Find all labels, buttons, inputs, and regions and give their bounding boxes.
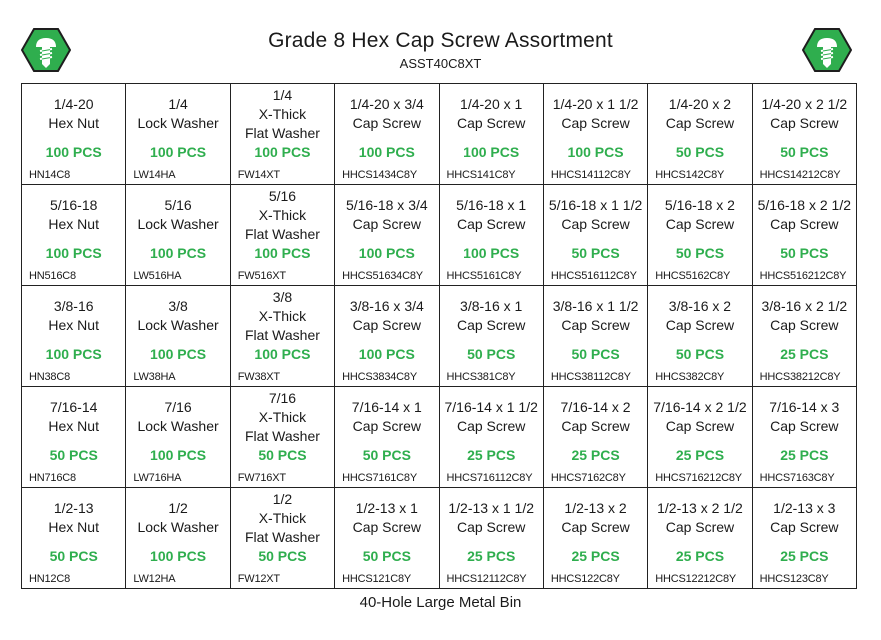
- bin-cell: [22, 488, 126, 589]
- cell-type: Hex Nut: [48, 216, 99, 232]
- bin-cell: [22, 185, 126, 286]
- cell-sku: HHCS716212C8Y: [655, 472, 742, 484]
- cell-type: Lock Washer: [137, 216, 219, 232]
- cell-type: Cap Screw: [456, 216, 526, 232]
- cell-size: 5/16: [268, 188, 297, 204]
- cell-size: 1/4-20 x 2: [668, 96, 732, 112]
- cell-type: Hex Nut: [48, 418, 99, 434]
- cell-quantity: 25 PCS: [571, 447, 620, 463]
- cell-quantity: 100 PCS: [150, 548, 207, 564]
- cell-size: 5/16-18 x 2 1/2: [757, 197, 852, 213]
- cell-size: 7/16: [164, 399, 192, 415]
- bin-cell: [544, 286, 648, 387]
- cell-type: X-Thick Flat Washer: [244, 510, 320, 545]
- cell-quantity: 100 PCS: [358, 346, 415, 362]
- cell-size: 1/4-20 x 1: [460, 96, 523, 112]
- cell-quantity: 50 PCS: [362, 447, 411, 463]
- cell-quantity: 100 PCS: [45, 346, 102, 362]
- cell-quantity: 25 PCS: [675, 447, 725, 463]
- bin-cell: [335, 286, 439, 387]
- cell-size: 1/4-20 x 1 1/2: [552, 96, 639, 112]
- cell-type: Cap Screw: [456, 115, 526, 131]
- cell-size: 1/2: [272, 491, 293, 507]
- cell-quantity: 100 PCS: [463, 144, 520, 160]
- cell-sku: HHCS5162C8Y: [655, 270, 731, 282]
- cell-size: 1/4: [168, 96, 188, 112]
- cell-type: Cap Screw: [665, 317, 735, 333]
- cell-type: Cap Screw: [561, 317, 630, 333]
- cell-sku: HHCS516212C8Y: [759, 270, 847, 282]
- bin-cell: [753, 84, 857, 185]
- footer-caption: 40-Hole Large Metal Bin: [359, 594, 522, 611]
- cell-quantity: 25 PCS: [467, 548, 516, 564]
- cell-size: 1/4-20 x 3/4: [349, 96, 424, 112]
- cell-size: 1/2-13: [53, 500, 94, 516]
- cell-sku: HHCS38112C8Y: [550, 371, 631, 383]
- cell-sku: HHCS38212C8Y: [759, 371, 841, 383]
- cell-sku: FW38XT: [237, 371, 280, 383]
- cell-type: Cap Screw: [561, 216, 630, 232]
- bin-cell: [335, 488, 439, 589]
- cell-size: 7/16-14 x 2 1/2: [653, 399, 747, 415]
- cell-sku: HHCS123C8Y: [759, 573, 829, 585]
- cell-sku: LW14HA: [133, 169, 176, 181]
- bin-cell: [231, 488, 335, 589]
- cell-sku: HN716C8: [29, 472, 76, 484]
- cell-type: X-Thick Flat Washer: [244, 409, 320, 444]
- cell-size: 3/8-16 x 2 1/2: [761, 298, 848, 314]
- cell-quantity: 50 PCS: [675, 144, 725, 160]
- cell-type: X-Thick Flat Washer: [244, 207, 320, 242]
- cell-quantity: 100 PCS: [567, 144, 624, 160]
- cell-quantity: 100 PCS: [45, 245, 102, 261]
- bin-cell: [648, 286, 752, 387]
- cell-type: X-Thick Flat Washer: [244, 106, 320, 141]
- cell-type: Cap Screw: [456, 519, 526, 535]
- cell-sku: HHCS121C8Y: [342, 573, 412, 585]
- cell-size: 1/2-13 x 2: [564, 500, 627, 516]
- cell-type: Cap Screw: [456, 317, 526, 333]
- cell-quantity: 50 PCS: [49, 447, 98, 463]
- cell-quantity: 50 PCS: [780, 245, 829, 261]
- cell-size: 5/16: [164, 197, 192, 213]
- bin-cell: [440, 84, 544, 185]
- bin-cell: [753, 185, 857, 286]
- assortment-code: ASST40C8XT: [399, 56, 482, 71]
- cell-sku: HHCS14212C8Y: [759, 169, 841, 181]
- cell-size: 7/16-14 x 1: [351, 399, 422, 415]
- cell-quantity: 25 PCS: [780, 346, 829, 362]
- cell-sku: HHCS51634C8Y: [342, 270, 423, 282]
- cell-quantity: 100 PCS: [150, 245, 207, 261]
- bin-cell: [753, 286, 857, 387]
- cell-size: 5/16-18 x 1: [456, 197, 527, 213]
- cell-type: Lock Washer: [137, 519, 219, 535]
- cell-quantity: 100 PCS: [150, 346, 207, 362]
- cell-sku: LW12HA: [133, 573, 176, 585]
- cell-size: 1/2-13 x 3: [773, 500, 836, 516]
- cell-type: Hex Nut: [48, 519, 99, 535]
- bin-cell: [440, 185, 544, 286]
- cell-sku: HHCS1434C8Y: [342, 169, 417, 181]
- cell-type: Cap Screw: [665, 418, 735, 434]
- cell-sku: HHCS3834C8Y: [342, 371, 417, 383]
- bin-cell: [544, 84, 648, 185]
- cell-type: Cap Screw: [665, 519, 735, 535]
- cell-quantity: 25 PCS: [571, 548, 620, 564]
- bin-cell: [440, 387, 544, 488]
- cell-quantity: 50 PCS: [258, 548, 307, 564]
- cell-size: 1/4-20: [53, 96, 94, 112]
- cell-quantity: 25 PCS: [467, 447, 516, 463]
- bin-cell: [22, 387, 126, 488]
- cell-quantity: 100 PCS: [150, 447, 207, 463]
- cell-sku: HN516C8: [29, 270, 76, 282]
- page-title: Grade 8 Hex Cap Screw Assortment: [268, 29, 613, 52]
- bin-cell: [231, 387, 335, 488]
- cell-type: Cap Screw: [561, 115, 630, 131]
- cell-size: 3/8-16 x 2: [668, 298, 732, 314]
- bin-cell: [126, 286, 230, 387]
- cell-type: Lock Washer: [137, 115, 219, 131]
- cell-sku: LW516HA: [133, 270, 182, 282]
- cell-sku: HHCS7162C8Y: [550, 472, 626, 484]
- cell-type: Hex Nut: [48, 115, 99, 131]
- cell-quantity: 100 PCS: [45, 144, 102, 160]
- cell-type: Cap Screw: [352, 418, 422, 434]
- cell-sku: HHCS122C8Y: [550, 573, 620, 585]
- cell-sku: HHCS5161C8Y: [446, 270, 522, 282]
- cell-quantity: 50 PCS: [675, 346, 725, 362]
- bin-cell: [335, 84, 439, 185]
- cell-quantity: 50 PCS: [258, 447, 307, 463]
- cell-quantity: 50 PCS: [780, 144, 829, 160]
- cell-quantity: 100 PCS: [358, 245, 415, 261]
- bin-cell: [126, 488, 230, 589]
- cell-type: Cap Screw: [352, 317, 422, 333]
- cell-type: X-Thick Flat Washer: [244, 308, 320, 343]
- cell-type: Cap Screw: [770, 317, 839, 333]
- bin-cell: [440, 488, 544, 589]
- bin-cell: [544, 185, 648, 286]
- bin-cell: [22, 84, 126, 185]
- cell-size: 7/16-14: [49, 399, 98, 415]
- cell-type: Cap Screw: [561, 519, 630, 535]
- cell-sku: HHCS142C8Y: [655, 169, 725, 181]
- cell-sku: LW38HA: [133, 371, 176, 383]
- cell-sku: HHCS12112C8Y: [446, 573, 527, 585]
- cell-type: Cap Screw: [352, 519, 422, 535]
- bin-cell: [231, 185, 335, 286]
- cell-size: 1/2: [168, 500, 188, 516]
- cell-quantity: 25 PCS: [780, 548, 829, 564]
- cell-sku: HHCS12212C8Y: [655, 573, 737, 585]
- cell-sku: HHCS141C8Y: [446, 169, 516, 181]
- cell-size: 7/16: [268, 390, 297, 406]
- cell-sku: HHCS381C8Y: [446, 371, 516, 383]
- cell-size: 1/4-20 x 2 1/2: [761, 96, 848, 112]
- cell-sku: HHCS382C8Y: [655, 371, 725, 383]
- cell-sku: HN38C8: [29, 371, 70, 383]
- cell-size: 3/8: [272, 289, 293, 305]
- bin-cell: [231, 84, 335, 185]
- bin-cell: [126, 84, 230, 185]
- cell-sku: HHCS7163C8Y: [759, 472, 835, 484]
- bin-cell: [544, 387, 648, 488]
- cell-size: 3/8: [168, 298, 188, 314]
- cell-size: 3/8-16: [53, 298, 94, 314]
- cell-sku: HHCS516112C8Y: [550, 270, 637, 282]
- cell-sku: FW516XT: [237, 270, 286, 282]
- cell-size: 5/16-18 x 1 1/2: [548, 197, 643, 213]
- cell-sku: LW716HA: [133, 472, 182, 484]
- bin-cell: [22, 286, 126, 387]
- bin-cell: [753, 387, 857, 488]
- cell-quantity: 100 PCS: [254, 245, 311, 261]
- cell-quantity: 25 PCS: [780, 447, 829, 463]
- cell-type: Cap Screw: [770, 519, 839, 535]
- cell-quantity: 100 PCS: [254, 346, 311, 362]
- cell-quantity: 100 PCS: [463, 245, 520, 261]
- bin-cell: [440, 286, 544, 387]
- cell-type: Lock Washer: [137, 317, 219, 333]
- bin-cell: [335, 387, 439, 488]
- cell-sku: FW14XT: [237, 169, 280, 181]
- cell-type: Cap Screw: [456, 418, 526, 434]
- cell-size: 1/2-13 x 1 1/2: [448, 500, 534, 516]
- cell-quantity: 50 PCS: [362, 548, 411, 564]
- cell-size: 1/4: [272, 87, 293, 103]
- bin-cell: [544, 488, 648, 589]
- cell-quantity: 50 PCS: [571, 245, 620, 261]
- cell-quantity: 50 PCS: [49, 548, 98, 564]
- cell-size: 3/8-16 x 3/4: [349, 298, 424, 314]
- cell-type: Cap Screw: [770, 115, 839, 131]
- cell-sku: HN14C8: [29, 169, 70, 181]
- cell-type: Cap Screw: [352, 216, 422, 232]
- bin-cell: [126, 185, 230, 286]
- cell-quantity: 25 PCS: [675, 548, 725, 564]
- cell-size: 7/16-14 x 2: [560, 399, 631, 415]
- cell-quantity: 50 PCS: [467, 346, 516, 362]
- cell-type: Cap Screw: [770, 418, 839, 434]
- cell-type: Cap Screw: [770, 216, 839, 232]
- cell-type: Cap Screw: [352, 115, 422, 131]
- bin-cell: [753, 488, 857, 589]
- cell-size: 5/16-18 x 3/4: [345, 197, 428, 213]
- cell-size: 5/16-18 x 2: [664, 197, 735, 213]
- cell-size: 3/8-16 x 1 1/2: [552, 298, 639, 314]
- cell-sku: FW716XT: [237, 472, 286, 484]
- cell-quantity: 50 PCS: [675, 245, 725, 261]
- cell-sku: HHCS7161C8Y: [342, 472, 417, 484]
- bin-cell: [648, 387, 752, 488]
- cell-quantity: 100 PCS: [254, 144, 311, 160]
- cell-size: 3/8-16 x 1: [460, 298, 523, 314]
- bin-grid: [21, 83, 857, 589]
- bin-cell: [231, 286, 335, 387]
- cell-type: Cap Screw: [665, 115, 735, 131]
- cell-quantity: 50 PCS: [571, 346, 620, 362]
- cell-type: Lock Washer: [137, 418, 219, 434]
- cell-type: Cap Screw: [561, 418, 630, 434]
- bin-cell: [648, 84, 752, 185]
- cell-sku: HN12C8: [29, 573, 70, 585]
- cell-size: 1/2-13 x 2 1/2: [657, 500, 743, 516]
- cell-size: 5/16-18: [49, 197, 98, 213]
- cell-type: Cap Screw: [665, 216, 735, 232]
- bin-cell: [648, 488, 752, 589]
- cell-sku: HHCS14112C8Y: [550, 169, 631, 181]
- cell-sku: HHCS716112C8Y: [446, 472, 533, 484]
- cell-type: Hex Nut: [48, 317, 99, 333]
- cell-size: 7/16-14 x 3: [769, 399, 840, 415]
- bin-cell: [335, 185, 439, 286]
- cell-size: 1/2-13 x 1: [355, 500, 418, 516]
- cell-size: 7/16-14 x 1 1/2: [444, 399, 538, 415]
- cell-quantity: 100 PCS: [150, 144, 207, 160]
- bin-cell: [126, 387, 230, 488]
- cell-sku: FW12XT: [237, 573, 280, 585]
- bin-cell: [648, 185, 752, 286]
- cell-quantity: 100 PCS: [358, 144, 415, 160]
